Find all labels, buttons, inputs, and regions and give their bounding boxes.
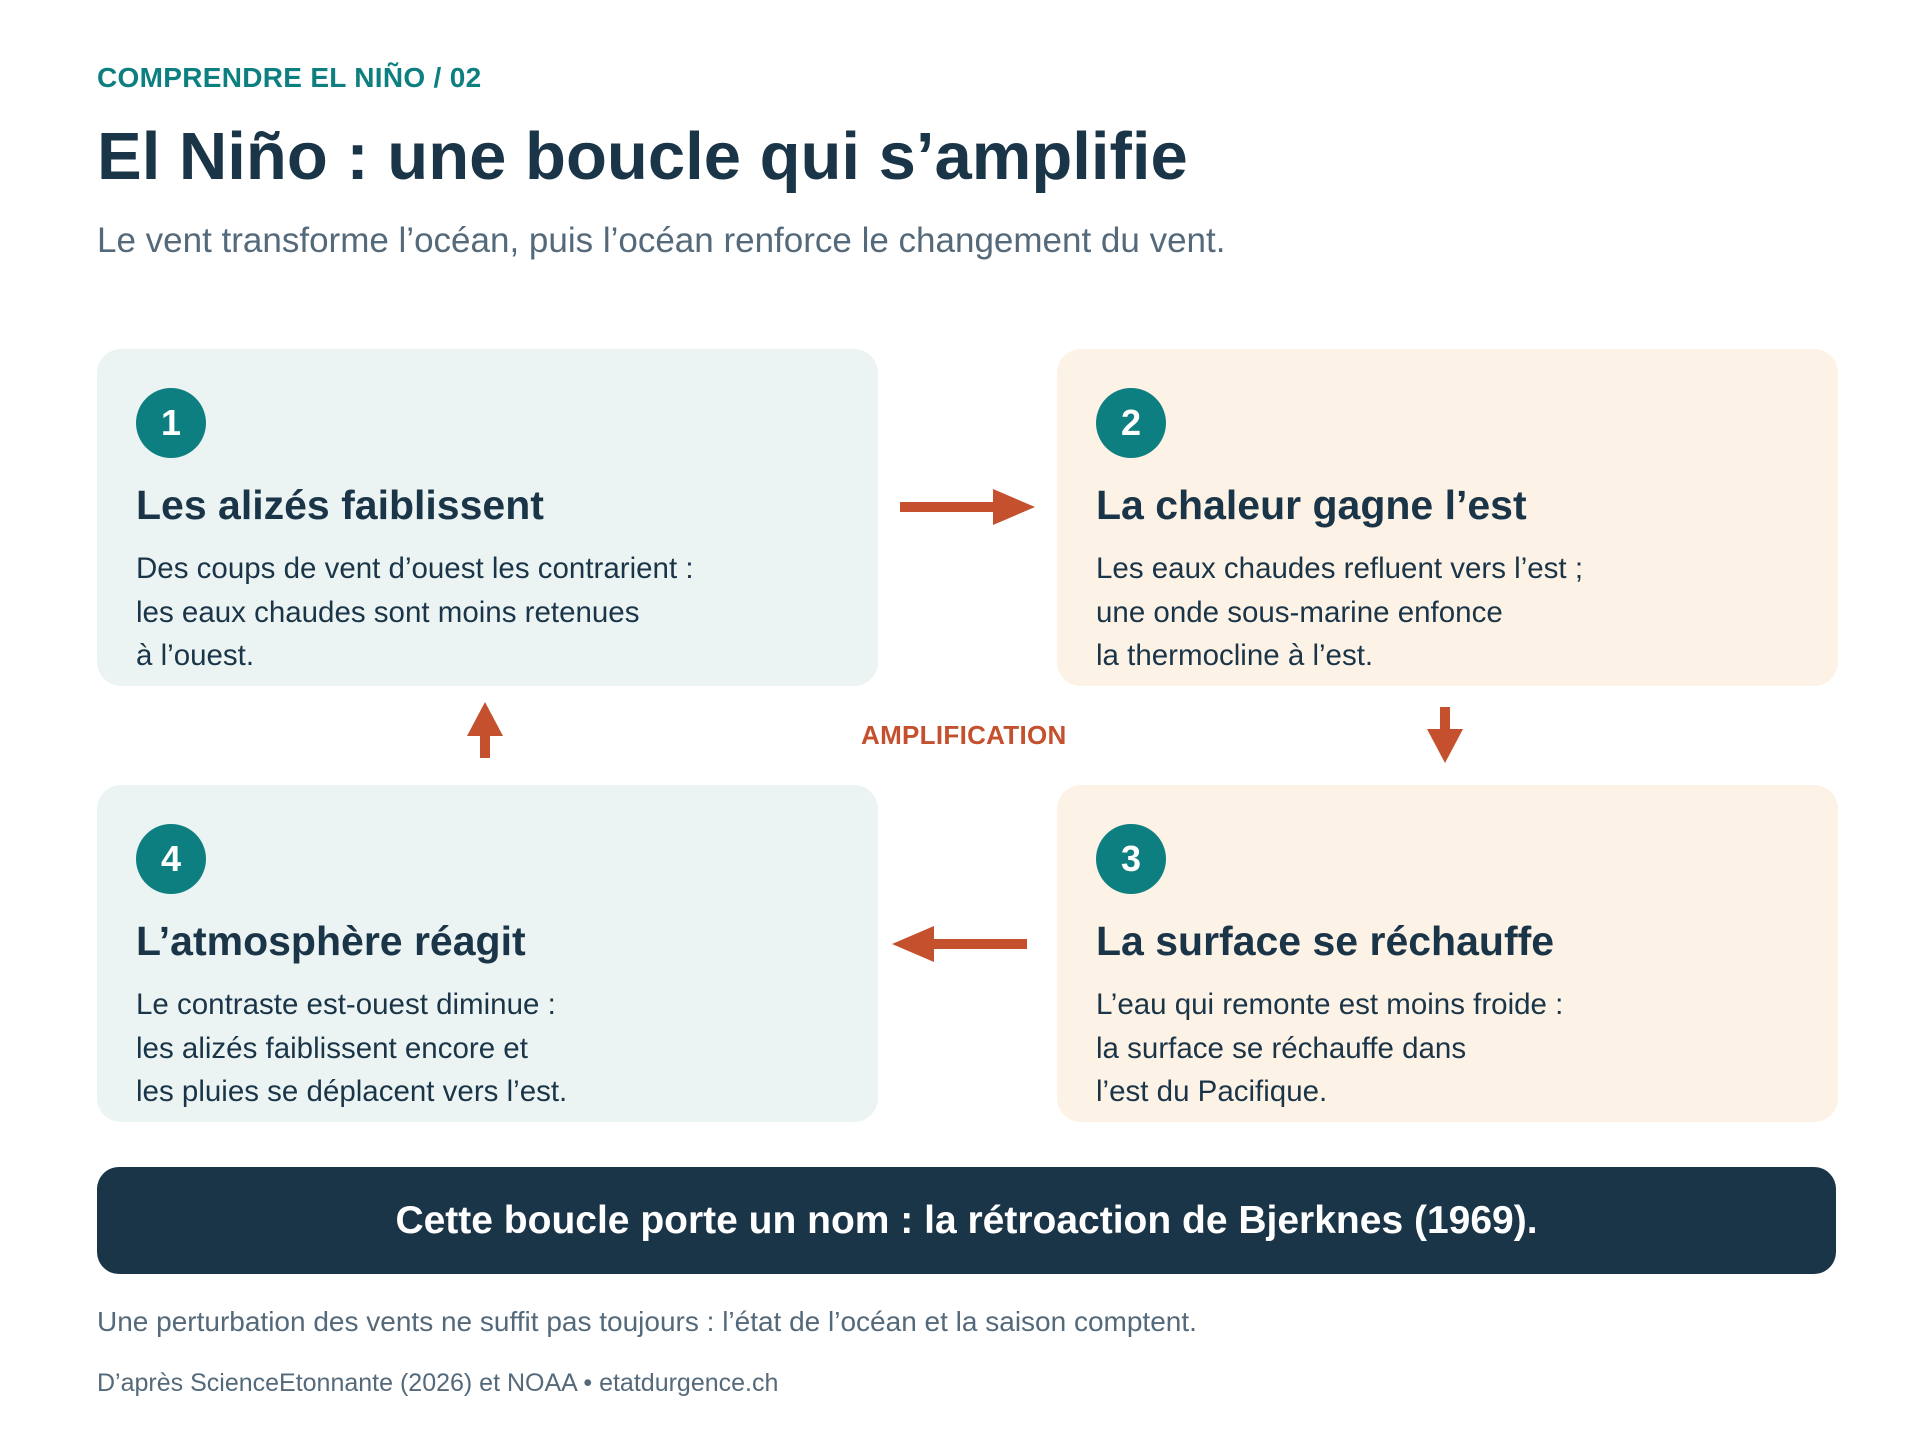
step-badge-1: 1 [136, 388, 206, 458]
arrow-left-icon [890, 924, 1030, 964]
kicker: COMPRENDRE EL NIÑO / 02 [97, 62, 482, 93]
step-card-3 [1057, 785, 1838, 1122]
step-badge-3: 3 [1096, 824, 1166, 894]
step-text-line: les alizés faiblissent encore et [136, 1031, 528, 1065]
step-text-line: la surface se réchauffe dans [1096, 1031, 1467, 1065]
amplification-label: AMPLIFICATION [861, 720, 1067, 750]
arrow-down-icon [1425, 705, 1465, 765]
step-text-line: les eaux chaudes sont moins retenues [136, 595, 640, 629]
conclusion-banner: Cette boucle porte un nom : la rétroaction de Bjerknes (1969). [97, 1167, 1836, 1274]
step-text-3 [1096, 983, 1816, 1114]
step-badge-4: 4 [136, 824, 206, 894]
step-text-line: Le contraste est-ouest diminue : [136, 988, 556, 1021]
step-text-line: Des coups de vent d’ouest les contrarient : [136, 552, 694, 585]
step-card-2 [1057, 349, 1838, 686]
step-text-line: la thermocline à l’est. [1096, 639, 1374, 672]
step-text-line: une onde sous-marine enfonce [1096, 595, 1503, 629]
step-title-3: La surface se réchauffe [1096, 918, 1555, 964]
source-credit: D’après ScienceEtonnante (2026) et NOAA • etatdurgence.ch [97, 1369, 779, 1397]
step-title-4: L’atmosphère réagit [136, 918, 526, 964]
step-badge-2: 2 [1096, 388, 1166, 458]
arrow-right-icon [895, 487, 1040, 527]
page-title: El Niño : une boucle qui s’amplifie [97, 119, 1188, 194]
footnote: Une perturbation des vents ne suffit pas toujours : l’état de l’océan et la saison comptent. [97, 1306, 1197, 1337]
step-title-1: Les alizés faiblissent [136, 482, 544, 528]
step-text-4 [136, 983, 856, 1114]
page-subtitle: Le vent transforme l’océan, puis l’océan renforce le changement du vent. [97, 221, 1226, 260]
step-text-line: L’eau qui remonte est moins froide : [1096, 988, 1564, 1021]
step-text-2 [1096, 547, 1816, 678]
step-text-line: l’est du Pacifique. [1096, 1075, 1328, 1108]
step-card-4 [97, 785, 878, 1122]
step-text-line: Les eaux chaudes refluent vers l’est ; [1096, 552, 1584, 585]
step-title-2: La chaleur gagne l’est [1096, 482, 1527, 528]
step-text-1 [136, 547, 856, 678]
step-text-line: à l’ouest. [136, 639, 255, 672]
step-card-1 [97, 349, 878, 686]
arrow-up-icon [465, 700, 505, 760]
step-text-line: les pluies se déplacent vers l’est. [136, 1075, 568, 1108]
